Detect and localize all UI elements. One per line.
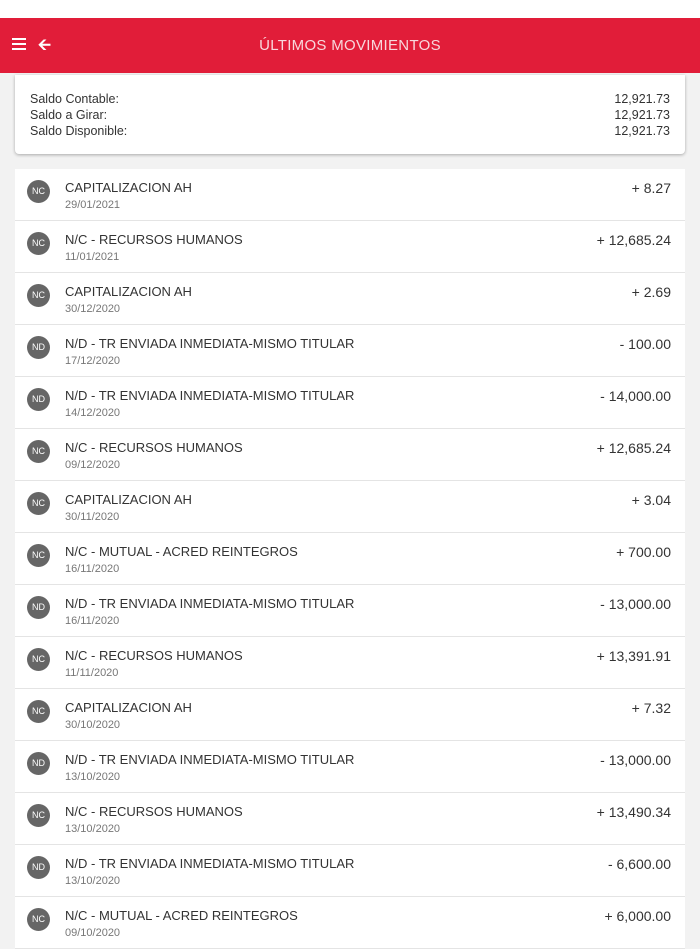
movement-type-badge: NC [27,180,50,203]
movement-description: CAPITALIZACION AH [65,700,192,715]
movement-item[interactable] [15,273,685,325]
movement-amount: + 3.04 [631,492,671,508]
movement-amount: + 2.69 [631,284,671,300]
movement-type-badge: NC [27,700,50,723]
balance-value: 12,921.73 [614,124,670,138]
movement-amount: + 13,490.34 [596,804,671,820]
balance-row-girar [30,107,670,123]
balance-card [15,75,685,154]
movement-amount: + 7.32 [631,700,671,716]
movement-description: CAPITALIZACION AH [65,284,192,299]
balance-label: Saldo Contable: [30,92,119,106]
movement-type-badge: ND [27,336,50,359]
movement-item[interactable] [15,793,685,845]
movement-date: 09/12/2020 [65,459,121,471]
movement-item[interactable] [15,637,685,689]
movement-date: 13/10/2020 [65,823,121,835]
movement-type-badge: NC [27,492,50,515]
movement-description: N/C - MUTUAL - ACRED REINTEGROS [65,544,298,559]
movement-type-badge: NC [27,804,50,827]
movement-type-badge: ND [27,388,50,411]
movement-item[interactable] [15,533,685,585]
movement-type-badge: NC [27,544,50,567]
movements-list [15,169,685,949]
movement-date: 11/01/2021 [65,251,120,263]
movement-item[interactable] [15,585,685,637]
movement-item[interactable] [15,169,685,221]
movement-amount: - 6,600.00 [607,856,671,872]
app-header [0,18,700,73]
balance-value: 12,921.73 [614,108,670,122]
movement-date: 29/01/2021 [65,199,121,211]
balance-row-contable [30,91,670,107]
movement-amount: + 8.27 [631,180,671,196]
movement-amount: + 13,391.91 [596,648,671,664]
movement-item[interactable] [15,377,685,429]
movement-description: CAPITALIZACION AH [65,180,192,195]
movement-date: 13/10/2020 [65,771,121,783]
balance-value: 12,921.73 [614,92,670,106]
movement-type-badge: NC [27,908,50,931]
movement-item[interactable] [15,741,685,793]
movement-amount: - 13,000.00 [600,596,671,612]
movement-description: N/D - TR ENVIADA INMEDIATA-MISMO TITULAR [65,856,355,871]
movement-type-badge: ND [27,596,50,619]
movement-amount: + 6,000.00 [604,908,671,924]
movement-description: N/C - RECURSOS HUMANOS [65,804,243,819]
movement-description: N/C - RECURSOS HUMANOS [65,648,243,663]
movement-date: 13/10/2020 [65,875,121,887]
movement-amount: + 700.00 [616,544,671,560]
movement-date: 17/12/2020 [65,355,121,367]
balance-label: Saldo a Girar: [30,108,108,122]
movement-amount: - 14,000.00 [600,388,671,404]
page-title: ÚLTIMOS MOVIMIENTOS [259,37,441,54]
menu-icon[interactable] [12,38,26,50]
movement-date: 14/12/2020 [65,407,121,419]
movement-item[interactable] [15,325,685,377]
back-arrow-icon[interactable]: 🡨 [38,37,51,54]
movement-date: 30/11/2020 [65,511,120,523]
movement-date: 30/12/2020 [65,303,121,315]
movement-item[interactable] [15,481,685,533]
movement-item[interactable] [15,221,685,273]
movement-item[interactable] [15,429,685,481]
movement-description: CAPITALIZACION AH [65,492,192,507]
movement-type-badge: NC [27,648,50,671]
movement-item[interactable] [15,897,685,949]
movement-amount: - 13,000.00 [600,752,671,768]
movement-amount: + 12,685.24 [596,232,671,248]
movement-amount: - 100.00 [619,336,671,352]
movement-description: N/C - RECURSOS HUMANOS [65,440,243,455]
movement-date: 30/10/2020 [65,719,121,731]
movement-type-badge: NC [27,232,50,255]
movement-item[interactable] [15,845,685,897]
movement-description: N/C - MUTUAL - ACRED REINTEGROS [65,908,298,923]
movement-date: 09/10/2020 [65,927,121,939]
movement-description: N/D - TR ENVIADA INMEDIATA-MISMO TITULAR [65,336,355,351]
movement-date: 16/11/2020 [65,563,120,575]
balance-label: Saldo Disponible: [30,124,128,138]
movement-type-badge: NC [27,440,50,463]
movement-description: N/C - RECURSOS HUMANOS [65,232,243,247]
movement-description: N/D - TR ENVIADA INMEDIATA-MISMO TITULAR [65,752,355,767]
movement-amount: + 12,685.24 [596,440,671,456]
movement-type-badge: NC [27,284,50,307]
movement-date: 16/11/2020 [65,615,120,627]
status-bar-area [0,0,700,18]
movement-type-badge: ND [27,856,50,879]
movement-date: 11/11/2020 [65,667,119,679]
movement-item[interactable] [15,689,685,741]
balance-row-disponible [30,123,670,139]
movement-type-badge: ND [27,752,50,775]
movement-description: N/D - TR ENVIADA INMEDIATA-MISMO TITULAR [65,596,355,611]
movement-description: N/D - TR ENVIADA INMEDIATA-MISMO TITULAR [65,388,355,403]
